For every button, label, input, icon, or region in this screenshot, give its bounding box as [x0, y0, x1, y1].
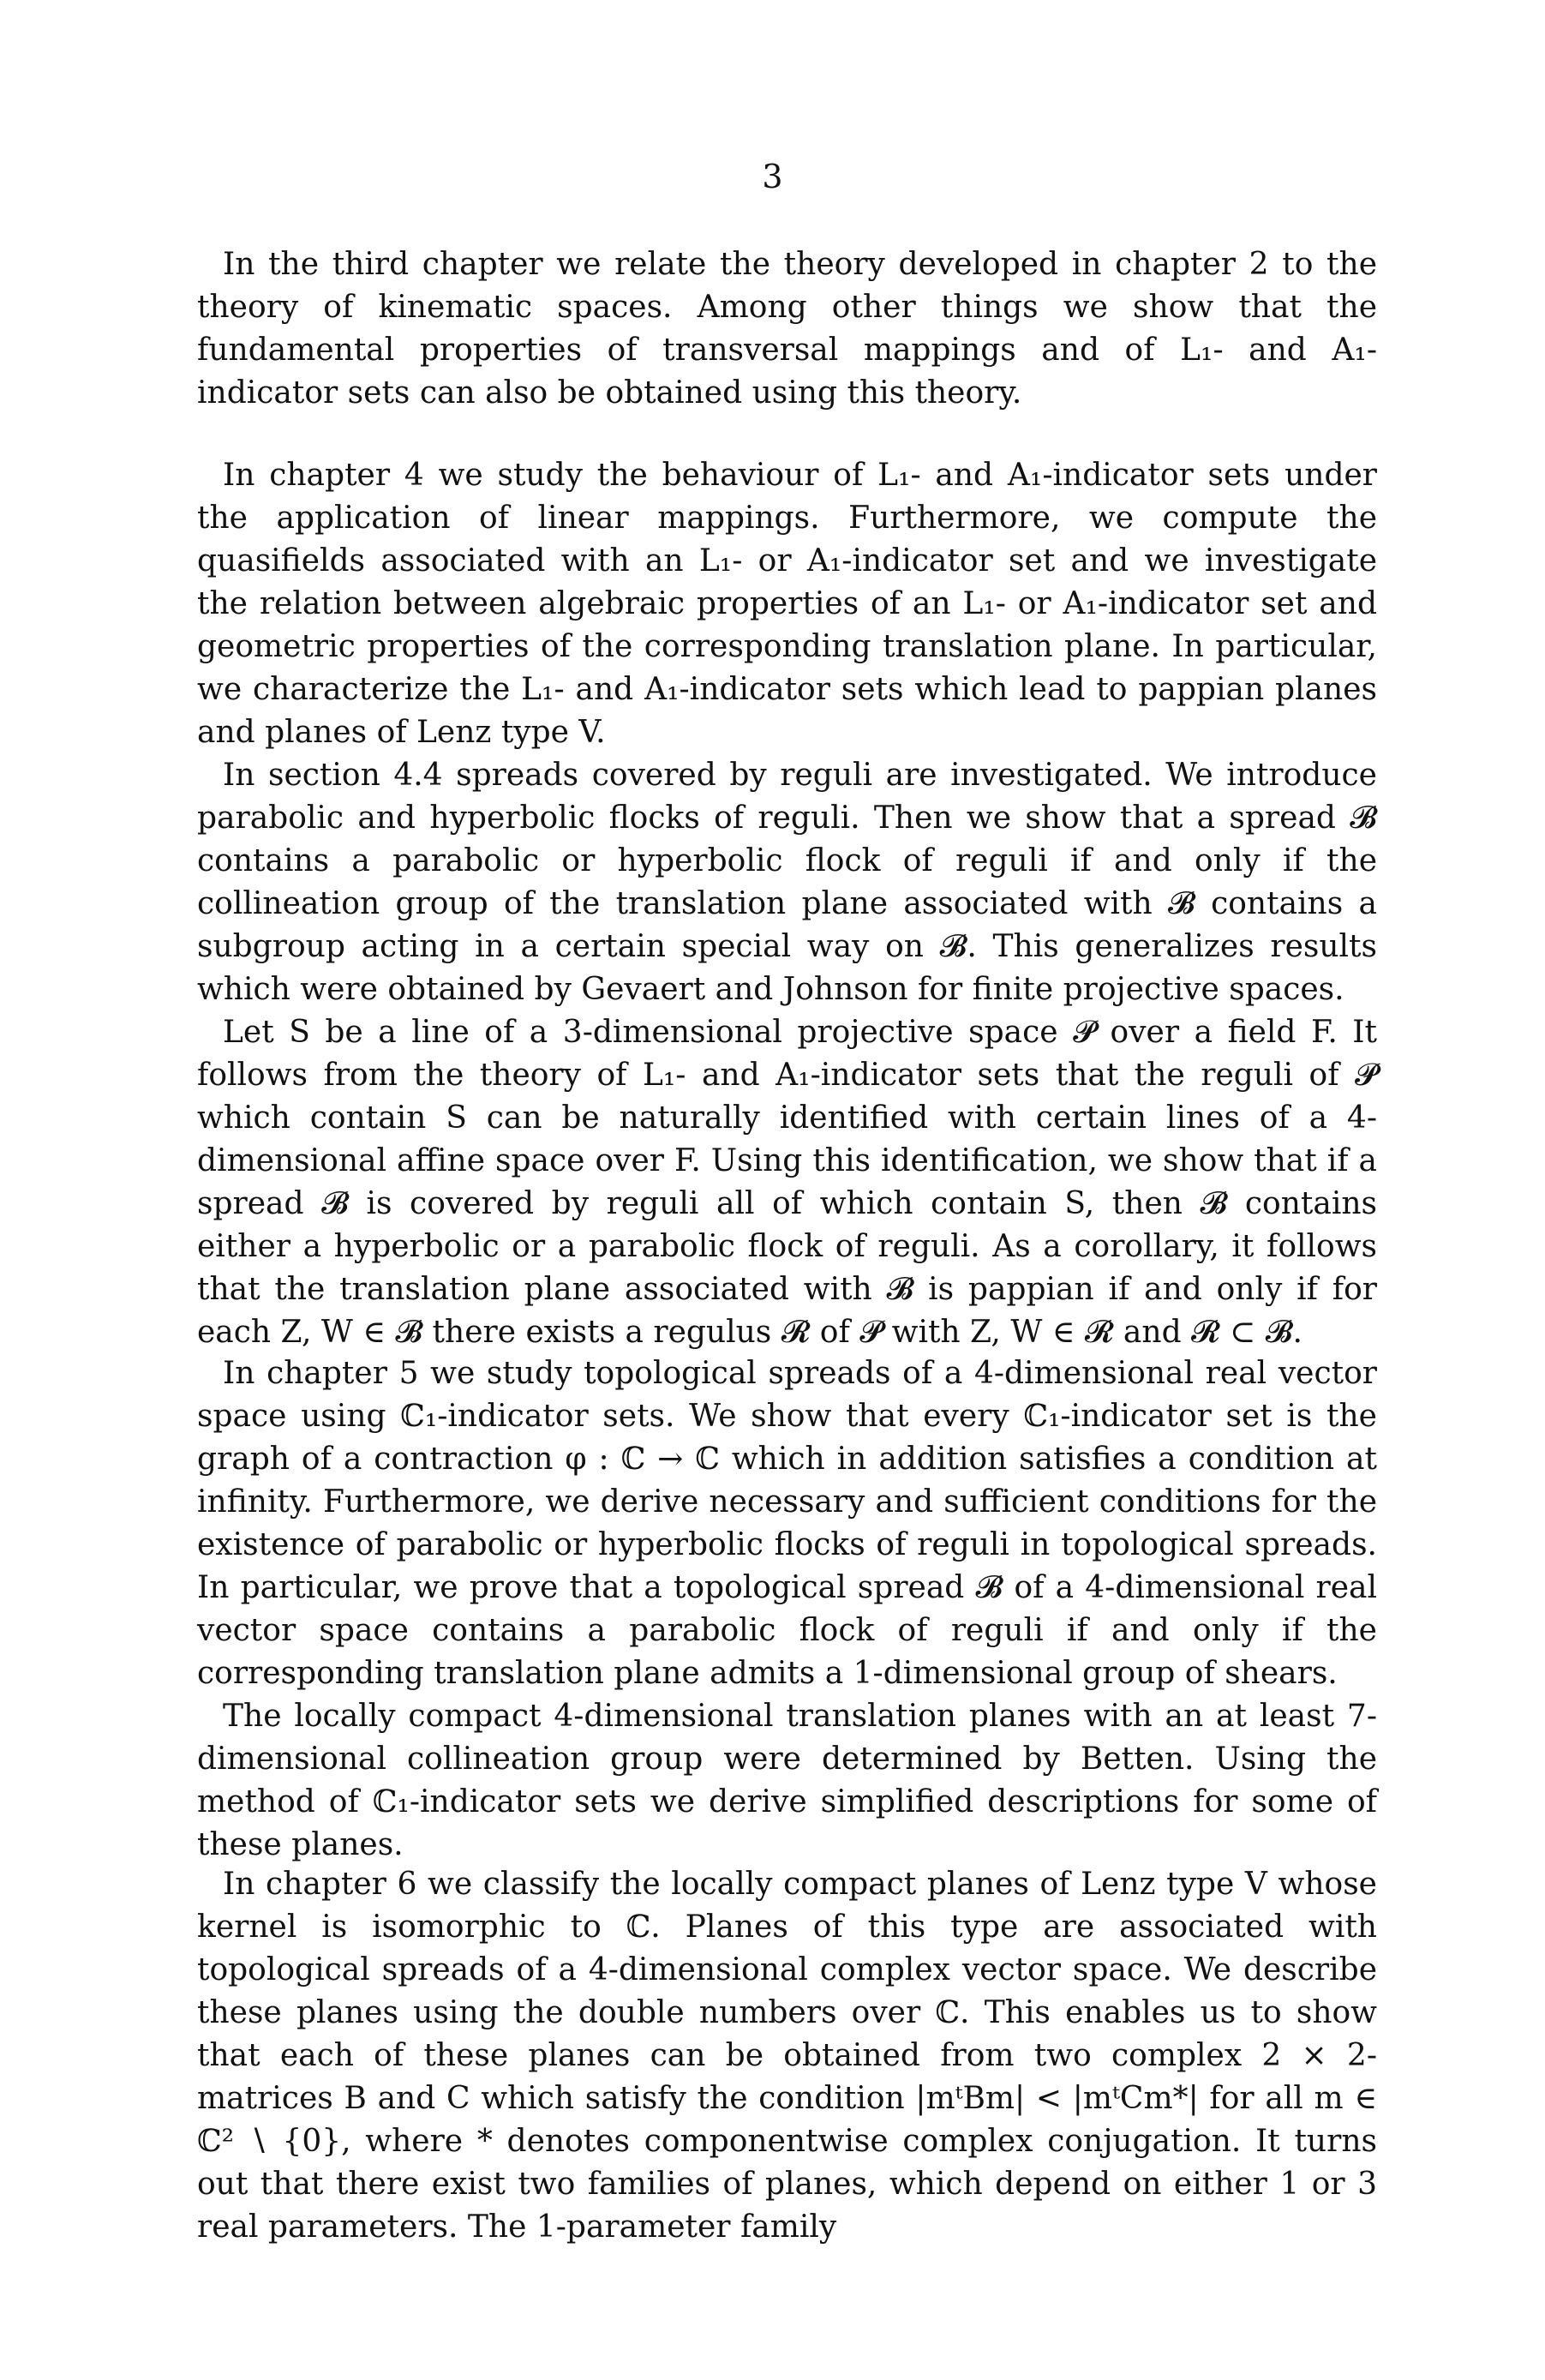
- paragraph-chapter-5: In chapter 5 we study topological spreads of a 4-dimensional real vector space using ℂ₁-indicator sets. We show that every ℂ₁-indicator set is the graph of a contraction φ : ℂ → ℂ which in addition satisfies a condition at infinity. Furthermore, we derive necessary and sufficient conditions for the existence of parabolic or hyperbolic flocks of reguli in topological spreads. In particular, we prove that a topological spread 𝓑 of a 4-dimensional real vector space contains a parabolic flock of reguli if and only if the corresponding translation plane admits a 1-dimensional group of shears.: [197, 1356, 1377, 1691]
- paragraph-section-4-4: In section 4.4 spreads covered by reguli are investigated. We introduce parabolic and hyperbolic flocks of reguli. Then we show that a spread 𝓑 contains a parabolic or hyperbolic flock of reguli if and only if the collineation group of the translation plane associated with 𝓑 contains a subgroup acting in a certain special way on 𝓑. This generalizes results which were obtained by Gevaert and Johnson for finite projective spaces.: [197, 758, 1377, 1007]
- paragraph-chapter-4: In chapter 4 we study the behaviour of L₁- and A₁-indicator sets under the application of linear mappings. Furthermore, we compute the quasifields associated with an L₁- or A₁-indicator set and we investigate the relation between algebraic properties of an L₁- or A₁-indicator set and geometric properties of the corresponding translation plane. In particular, we characterize the L₁- and A₁-indicator sets which lead to pappian planes and planes of Lenz type V.: [197, 458, 1377, 750]
- paragraph-line-s: Let S be a line of a 3-dimensional projective space 𝓟 over a field F. It follows from the theory of L₁- and A₁-indicator sets that the reguli of 𝓟 which contain S can be naturally identified with certain lines of a 4-dimensional affine space over F. Using this identification, we show that if a spread 𝓑 is covered by reguli all of which contain S, then 𝓑 contains either a hyperbolic or a parabolic flock of reguli. As a corollary, it follows that the translation plane associated with 𝓑 is pappian if and only if for each Z, W ∈ 𝓑 there exists a regulus 𝓡 of 𝓟 with Z, W ∈ 𝓡 and 𝓡 ⊂ 𝓑.: [197, 1015, 1377, 1350]
- text-block-chapter-5: [197, 1352, 1377, 1867]
- page-number: 3: [762, 158, 783, 195]
- paragraph-chapter-6: In chapter 6 we classify the locally compact planes of Lenz type V whose kernel is isomorphic to ℂ. Planes of this type are associated with topological spreads of a 4-dimensional complex vector space. We describe these planes using the double numbers over ℂ. This enables us to show that each of these planes can be obtained from two complex 2 × 2-matrices B and C which satisfy the condition |mᵗBm| < |mᵗCm*| for all m ∈ ℂ² ∖ {0}, where * denotes componentwise complex conjugation. It turns out that there exist two families of planes, which depend on either 1 or 3 real parameters. The 1-parameter family: [197, 1867, 1377, 2245]
- text-block-chapter-6: [197, 1863, 1377, 2249]
- paragraph-chapter-3: In the third chapter we relate the theory developed in chapter 2 to the theory of kinematic spaces. Among other things we show that the fundamental properties of transversal mappings and of L₁- and A₁-indicator sets can also be obtained using this theory.: [197, 247, 1377, 411]
- paragraph-betten: The locally compact 4-dimensional translation planes with an at least 7-dimensional collineation group were determined by Betten. Using the method of ℂ₁-indicator sets we derive simplified descriptions for some of these planes.: [197, 1699, 1377, 1862]
- text-block-chapter-3: [197, 243, 1377, 415]
- text-block-chapter-4: [197, 454, 1377, 1354]
